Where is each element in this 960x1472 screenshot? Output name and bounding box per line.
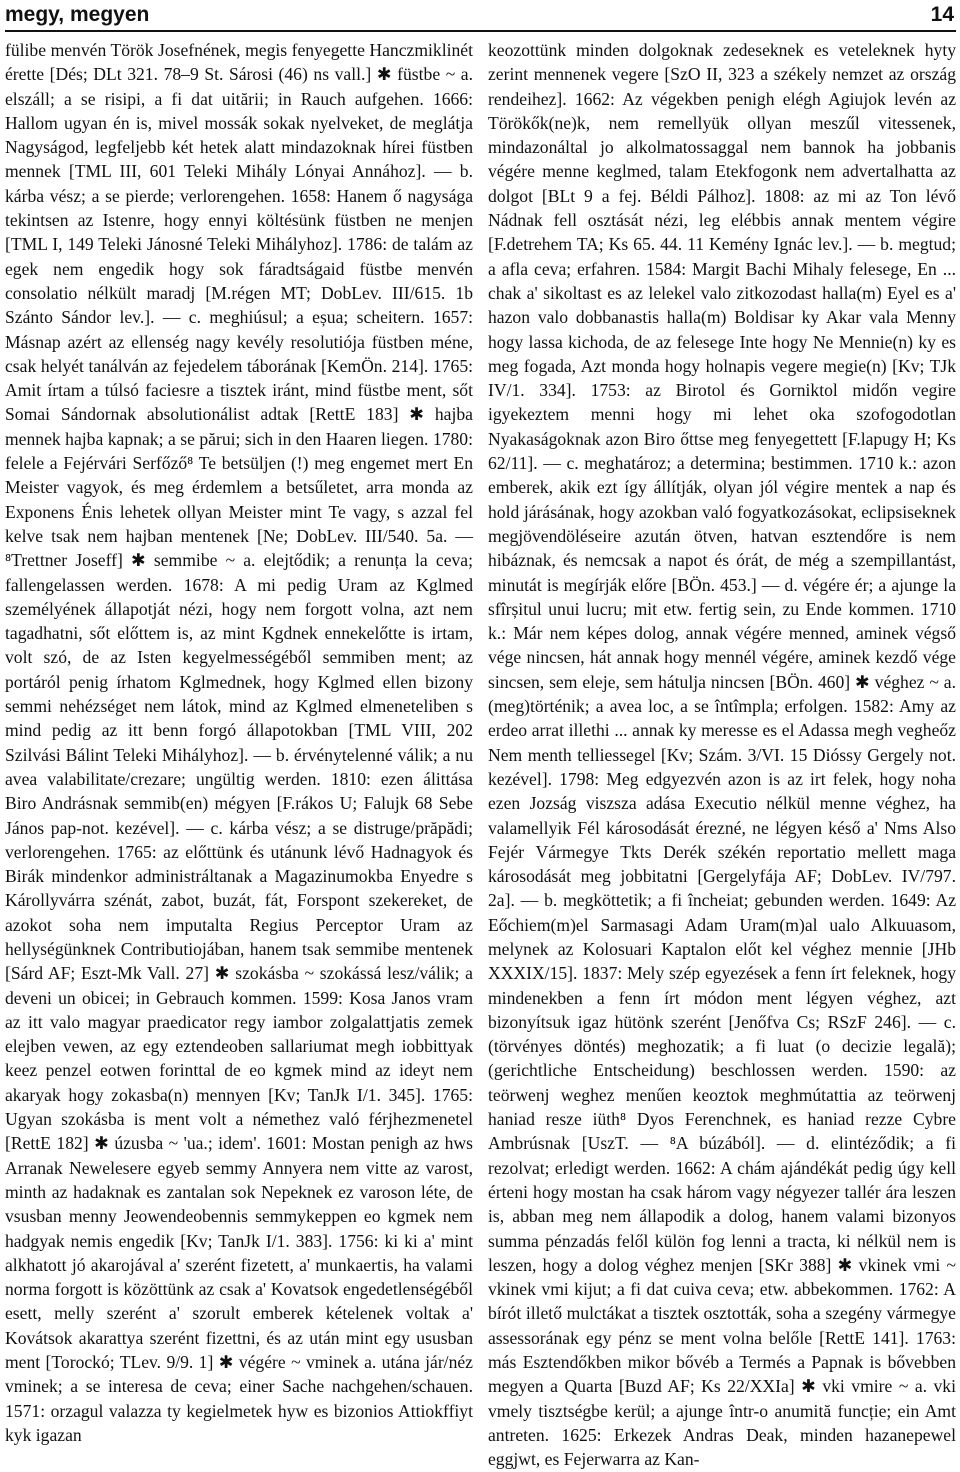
left-column — [5, 38, 473, 1445]
page-header — [5, 0, 956, 32]
right-column-text: keozottünk minden dolgoknak zedeseknek es veteleknek hyty zerint mennenek vegere [SzO II, 323 a székely nemzet az ország rendeihez]. 1662: Az végekben penigh elégh Agiujok levén az Törökők(ne)k, nem remellyük ollyan meszűl vitessenek, mindazonáltal jo alkolmatossaggal nem bannok ha jobbanis végére menne keglmed, talam Etekfogonk nem advertalhatta az dolgot [BLt 9 a fej. Béldi Pálhoz]. 1808: az mi az Ton lévő Nádnak fell osztását nézi, leg elébbis annak mentem végire [F.detrehem TA; Ks 65. 44. 11 Kemény Ignác lev.]. — b. megtud; a afla ceva; erfahren. 1584: Margit Bachi Mihaly felesege, En ... chak a' sikoltast es az lelekel valo zitkozodast halla(m) Eyel es a' hazon valo dobbanastis halla(m) Boldisar ky Akar vala Menny hogy lassa kichoda, de az felesege Inte hogy Ne Mennie(n) ky es meg fogada, Azt monda hogy holnapis vegere megie(n) [Kv; TJk IV/1. 334]. 1753: az Birotol és Gorniktol midőn vegire igyekeztem menni hogy mi lehet oka szofogodotlan Nyakaságoknak azon Biro őttse meg fenyegettett [F.lapugy H; Ks 62/11]. — c. meghatároz; a determina; bestimmen. 1710 k.: azon emberek, akik ezt így állítják, olyan jól végire mentek a nap és hold járásának, hogy azokban való fogyatkozásokat, eclipsiseknek megjövendöléseire azután ötven, hatvan esztendőre is nem hibáznak, és nemcsak a napot és órát, de még a szempillantást, minutát is megírják előre [BÖn. 453.] — d. végére ér; a ajunge la sfîrșitul unui lucru; mit etw. fertig sein, zu Ende kommen. 1710 k.: Már nem képes dolog, annak végére menned, aminek végső vége nincsen, hát annak hogy mennél végére, aminek kezdő vége sincsen, sem eleje, sem hátulja nincsen [BÖn. 460] ✱ véghez ~ a. (meg)történik; a avea loc, a se întîmpla; erfolgen. 1582: Amy az erdeo arrat illethi ... annak ky meresse es el Adassa megh vegheőz Nem menth telliessegel [Kv; Szám. 3/VI. 15 Dióssy Gergely not. kezével]. 1798: Meg edgyezvén azon is az irt felek, hogy noha ezen Jozság viszsza adása Executio nélkül menne véghez, ha valamellyik Fél károsodását érezné, ne légyen késő a' Nms Also Fejér Vármegye Tkts Derék székén reportatio mellett maga károsodását meg jobbitatni [Gergelyfája AF; DobLev. IV/797. 2a]. — b. megköttetik; a fi încheiat; gebunden werden. 1649: Az Eőchiem(m)el Sarmasagi Adam Uram(m)al ualo Alkuuasom, melynek az Kolosuari Kaptalon előt kel véghez mennie [JHb XXXIX/15]. 1837: Mely szép egyezések a fenn írt feleknek, hogy mindenekben a fenn írt módon ment légyen véghez, azt bizonyítsuk igaz hütönk szerént [Jenőfva Cs; RSzF 246]. — c. (törvényes döntés) meghozatik; a fi luat (o decizie legală); (gerichtliche Entscheidung) beschlossen werden. 1590: az teörwenj weghez menűen keoztok meghmútattia az teörwenj haniad resze iüth⁸ Dyos Ferenchnek, es haniad rezze Cybre Ambrúsnak [UszT. — ⁸A búzából]. — d. elintéződik; a fi rezolvat; erledigt werden. 1662: A chám ajándékát pedig úgy kell érteni hogy mostan ha csak három vagy négyezer tallér ára leszen is, abban meg nem állapodik a dolog, hanem valami bizonyos summa pénzadás felől külön fog lenni a tracta, ki nélkül nem is leszen, hogy a dolog véghez menjen [SKr 388] ✱ vkinek vmi ~ vkinek vmi kijut; a fi dat cuiva ceva; etw. abbekommen. 1762: A bírót illető mulctákat a tisztek osztották, soha a szegény vármegye assessorának egy pénz se ment volna belőle [RettE 141]. 1763: más Esztendőkben mikor bővéb a Termés a Papnak is bővebben megyen a Quarta [Buzd AF; Ks 22/XXIa] ✱ vki vmire ~ a. vki vmely tisztségbe kerül; a ajunge într-o anumită funcție; ein Amt antreten. 1625: Erkezek Andras Deak, minden hazanepewel eggjwt, es Fejerwarra az Kan- — [488, 40, 956, 1470]
right-column — [488, 38, 956, 1470]
page-number: 14 — [930, 3, 954, 26]
running-headword: megy, megyen — [5, 3, 150, 26]
left-column-text: fülibe menvén Török Josefnének, megis fenyegette Hanczmiklinét érette [Dés; DLt 321. 78–9 St. Sárosi (46) ns vall.] ✱ füstbe ~ a. elszáll; a se risipi, a fi dat uitării; in Rauch aufgehen. 1666: Hallom ugyan én is, mivel mossák sokak nyelveket, de meglátja Nagyságod, legfeljebb két hetek alatt mindazoknak hírei füstben mennek [TML III, 601 Teleki Mihály Lónyai Annához]. — b. kárba vész; a se pierde; verlorengehen. 1658: Hanem ő nagysága tekintsen az Istenre, hogy ennyi költésünk füstben ne menjen [TML I, 149 Teleki Jánosné Teleki Mihályhoz]. 1786: de talám az egek nem engedik hogy sok fáradtságaid füstbe menvén consolatio nélkült maradj [M.régen MT; DobLev. III/615. 1b Szánto Sándor lev.]. — c. meghiúsul; a eșua; scheitern. 1657: Másnap azért az ellenség nagy kevély resolutiója füstben méne, csak helyét tanálván az fejedelem táborának [KemÖn. 214]. 1765: Amit írtam a túlsó faciesre a tisztek iránt, mind füstbe ment, sőt Somai Sándornak absolutionálist adtak [RettE 183] ✱ hajba mennek hajba kapnak; a se părui; sich in den Haaren liegen. 1780: felele a Fejérvári Serfőző⁸ Te betsüljen (!) meg engemet mert En Meister vagyok, és meg érdemlem a betsűletet, arra monda az Exponens Énis lehetek ollyan Meister mint Te vagy, s azzal fel kelve tsak nem hajban mentenek [Ne; DobLev. III/540. 5a. — ⁸Trettner Joseff] ✱ semmibe ~ a. elejtődik; a renunța la ceva; fallengelassen werden. 1678: A mi pedig Uram az Kglmed személyének állapotját nézi, hogy nem forgott volna, azt nem tagadhatni, sőt előttem is, az mint Kgdnek ennekelőtte is irtam, volt szó, de az Isten kegyelmességéből semmiben ment; az portáról penig írhatom Kglmednek, hogy Kglmed ellen bizony semmi nehézséget nem látok, mind az Kglmed elmeneteliben s mind pedig az itt benn forgó állapotokban [TML VIII, 202 Szilvási Bálint Teleki Mihályhoz]. — b. érvénytelenné válik; a nu avea valabilitate/crezare; ungültig werden. 1810: ezen álittása Biro Andrásnak semmib(en) mégyen [F.rákos U; Falujk 68 Sebe János pap-not. kezével]. — c. kárba vész; a se distruge/prăpădi; verlorengehen. 1765: az előttünk és utánunk lévő Hadnagyok és Birák mindenkor administráltanak a Magazinumokba Enyedre s Károllyvárra szénát, zabot, buzát, fát, Forspont szekereket, de azokot soha nem imputalta Regius Perceptor Uram az hellységünknek Contributiojában, hanem tsak semmibe mentenek [Sárd AF; Eszt-Mk Vall. 27] ✱ szokásba ~ szokássá lesz/válik; a deveni un obicei; in Gebrauch kommen. 1599: Kosa Janos vram az itt valo magyar praedicator regy iambor zolgalattjatis zemek elejben vewen, az egy eztendeoben sallariumat megh iobbittyak keez penzel eotwen forinttal de eo kgmek mind az ideyt nem akaryak hogy zokasba(n) mennyen [Kv; TanJk I/1. 345]. 1765: Ugyan szokásba is ment volt a némethez való férjhezmenetel [RettE 182] ✱ úzusba ~ 'ua.; idem'. 1601: Mostan penigh az hws Arranak Newelesere egyeb semmy Annyera nem vitte az varost, minth az hadaknak es zantalan sok Nepeknek ez varoson léte, de vsusban menny Jeowendeobennis semmykeppen eo kgmek nem hadgyak nemis engedik [Kv; TanJk I/1. 383]. 1756: ki ki a' mint alkhatott jó akarojával a' szerént fizetett, a' munkaertis, ha valami norma forgott is közöttünk az csak a' Kovatsok engedetlenségéből esett, melly szerént a' szorult emberek kételenek voltak a' Kovátsok akarattya szerént fizettni, és az után mint egy ususban ment [Torockó; TLev. 9/9. 1] ✱ végére ~ vminek a. utána jár/néz vminek; a se interesa de ceva; einer Sache nachgehen/schauen. 1571: orzagul valazza ty kegielmetek hyw es bizonios Attiokffiyt kyk igazan — [5, 40, 473, 1445]
text-columns — [5, 38, 956, 1470]
